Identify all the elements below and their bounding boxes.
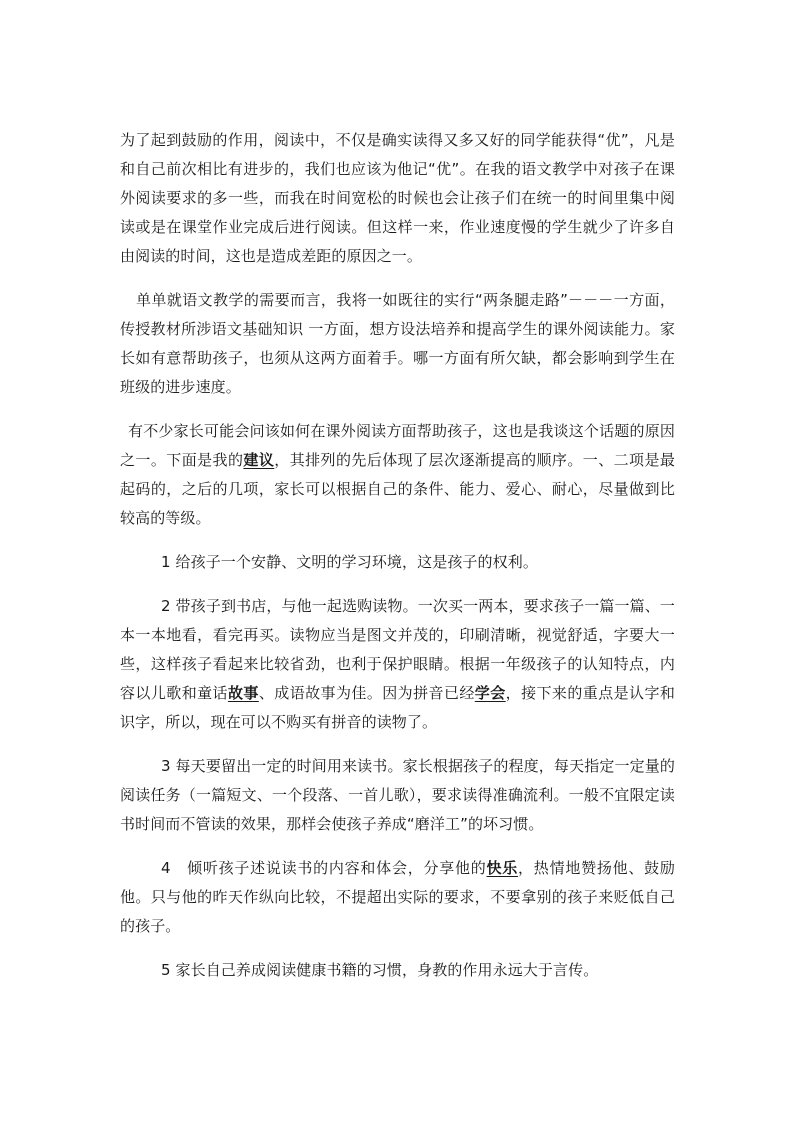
paragraph-suggestions-intro (120, 417, 675, 533)
paragraph-text: 有不少家长可能会问该如何在课外阅读方面帮助孩子，这也是我谈这个话题的原因之一。下面是我的 (120, 422, 675, 469)
list-item-4 (120, 854, 675, 941)
list-item-1 (120, 548, 675, 577)
paragraph-text: 1 给孩子一个安静、文明的学习环境，这是孩子的权利。 (161, 553, 538, 571)
paragraph-text: 、成语故事为佳。因为拼音已经 (258, 684, 475, 702)
keyword-link[interactable]: 建议 (243, 451, 275, 469)
paragraph-text: 为了起到鼓励的作用，阅读中，不仅是确实读得又多又好的同学能获得“优”，凡是和自己前次相比有进步的，我们也应该为他记“优”。在我的语文教学中对孩子在课外阅读要求的多一些，而我在时间宽松的时候也会让孩子们在统一的时间里集中阅读或是在课堂作业完成后进行阅读。但这样一来，作业速度慢的学生就少了许多自由阅读的时间，这也是造成差距的原因之一。 (120, 131, 675, 265)
document-body (120, 126, 675, 1000)
paragraph-text: 单单就语文教学的需要而言，我将一如既往的实行“两条腿走路”－－－一方面，传授教材所涉语文基础知识 一方面，想方设法培养和提高学生的课外阅读能力。家长如有意帮助孩子，也须从这两方面着手。哪一方面有所欠缺，都会影响到学生在班级的进步速度。 (120, 291, 675, 396)
paragraph-text: ，接下来的重点是认字和识字，所以，现在可以不购买有拼音的读物了。 (120, 684, 676, 731)
keyword-link[interactable]: 故事 (227, 684, 259, 702)
list-item-3 (120, 752, 675, 839)
paragraph-text: 3 每天要留出一定的时间用来读书。家长根据孩子的程度，每天指定一定量的阅读任务（一篇短文、一个段落、一首儿歌），要求读得准确流利。一般不宜限定读书时间而不管读的效果，那样会使孩子养成“磨洋工”的坏习惯。 (120, 757, 675, 833)
paragraph-text: 4 倾听孩子述说读书的内容和体会，分享他的 (161, 859, 487, 877)
list-item-2 (120, 592, 675, 737)
paragraph-text: ，其排列的先后体现了层次逐渐提高的顺序。一、二项是最起码的，之后的几项，家长可以根据自己的条件、能力、爱心、耐心，尽量做到比较高的等级。 (120, 451, 675, 527)
paragraph-text: ，热情地赞扬他、鼓励他。只与他的昨天作纵向比较，不提超出实际的要求，不要拿别的孩子来贬低自己的孩子。 (120, 859, 675, 935)
paragraph-encouragement (120, 126, 675, 271)
keyword-link[interactable]: 快乐 (486, 859, 519, 877)
keyword-link[interactable]: 学会 (474, 684, 506, 702)
paragraph-text: 2 带孩子到书店，与他一起选购读物。一次买一两本，要求孩子一篇一篇、一本一本地看，看完再买。读物应当是图文并茂的，印刷清晰，视觉舒适，字要大一些，这样孩子看起来比较省劲，也利于保护眼睛。根据一年级孩子的认知特点，内容以儿歌和童话 (120, 597, 675, 702)
list-item-5 (120, 956, 675, 985)
paragraph-text: 5 家长自己养成阅读健康书籍的习惯，身教的作用永远大于言传。 (161, 961, 599, 979)
paragraph-two-legs-approach (120, 286, 675, 402)
